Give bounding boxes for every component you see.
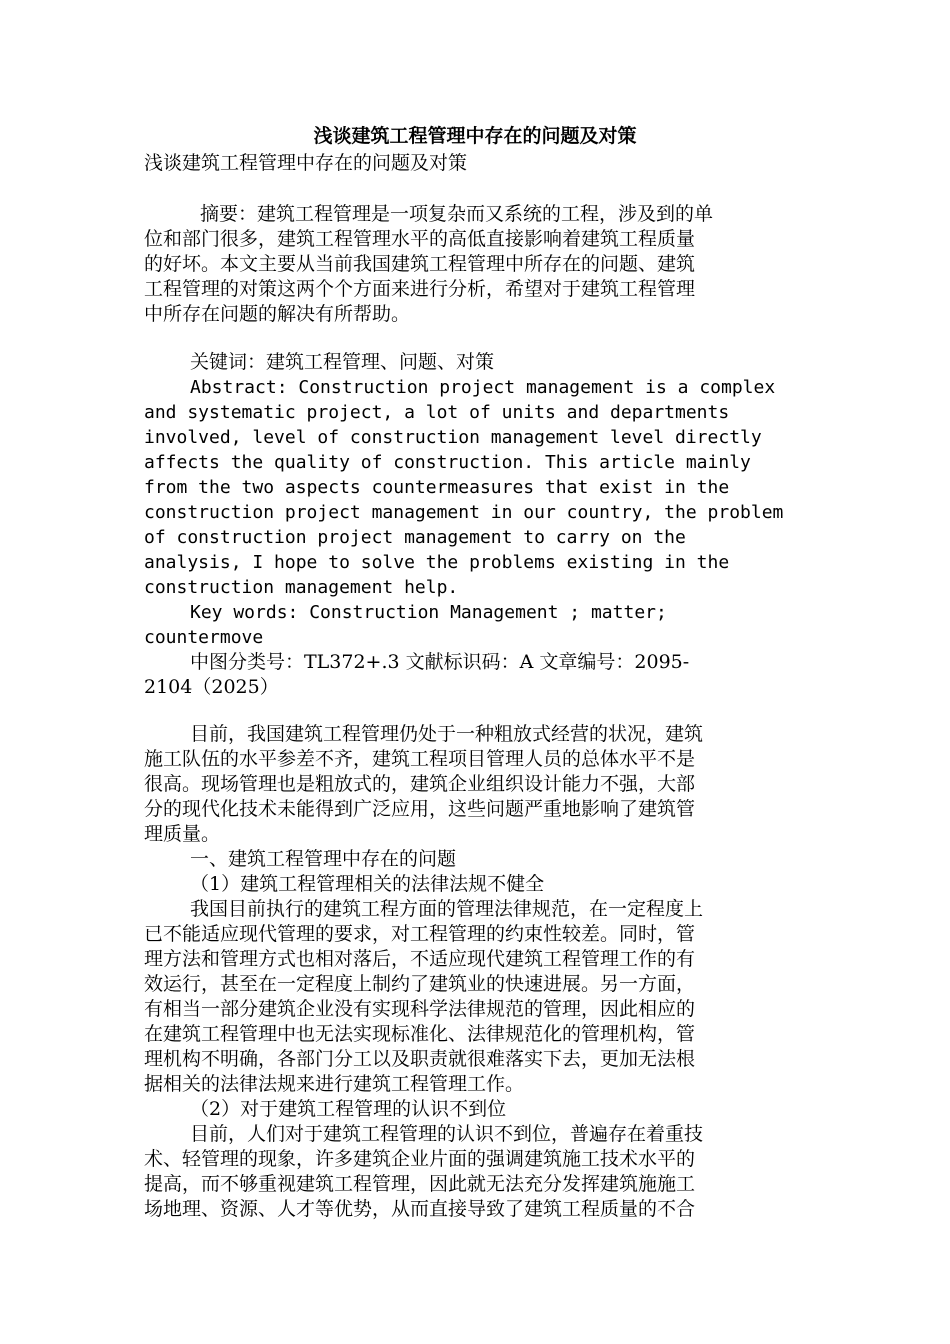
subsection-1-line: 据相关的法律法规来进行建筑工程管理工作。 — [144, 1073, 525, 1095]
abstract-en-line: of construction project management to carry on the — [144, 527, 686, 548]
abstract-en-line: analysis, I hope to solve the problems existing in the — [144, 552, 730, 573]
keywords-cn: 关键词：建筑工程管理、问题、对策 — [190, 351, 495, 373]
intro-line: 施工队伍的水平参差不齐，建筑工程项目管理人员的总体水平不是 — [144, 748, 696, 770]
abstract-cn-line: 中所存在问题的解决有所帮助。 — [144, 303, 411, 325]
subsection-1-line: 理方法和管理方式也相对落后，不适应现代建筑工程管理工作的有 — [144, 948, 696, 970]
abstract-en-line: Abstract: Construction project management is a complex — [190, 377, 776, 398]
subsection-1-line: 理机构不明确，各部门分工以及职责就很难落实下去，更加无法根 — [144, 1048, 696, 1070]
abstract-cn-line: 位和部门很多，建筑工程管理水平的高低直接影响着建筑工程质量 — [144, 228, 696, 250]
abstract-en-line: construction project management in our country, the problem — [144, 502, 784, 523]
classification-line: 2104（2025） — [144, 676, 279, 698]
keywords-en-line: Key words: Construction Management ; matter; — [190, 602, 667, 623]
section-heading: 一、建筑工程管理中存在的问题 — [190, 848, 457, 870]
subsection-1-line: 在建筑工程管理中也无法实现标准化、法律规范化的管理机构，管 — [144, 1023, 696, 1045]
subsection-2-line: 场地理、资源、人才等优势，从而直接导致了建筑工程质量的不合 — [144, 1198, 696, 1220]
abstract-en-line: affects the quality of construction. This article mainly — [144, 452, 751, 473]
intro-line: 分的现代化技术未能得到广泛应用，这些问题严重地影响了建筑管 — [144, 798, 696, 820]
abstract-en-line: construction management help. — [144, 577, 459, 598]
subsection-1-line: 效运行，甚至在一定程度上制约了建筑业的快速进展。另一方面， — [144, 973, 696, 995]
subsection-2-line: 术、轻管理的现象，许多建筑企业片面的强调建筑施工技术水平的 — [144, 1148, 696, 1170]
intro-line: 很高。现场管理也是粗放式的，建筑企业组织设计能力不强，大部 — [144, 773, 696, 795]
subsection-1-line: 有相当一部分建筑企业没有实现科学法律规范的管理，因此相应的 — [144, 998, 696, 1020]
abstract-cn-line: 工程管理的对策这两个个方面来进行分析，希望对于建筑工程管理 — [144, 278, 696, 300]
document-subtitle: 浅谈建筑工程管理中存在的问题及对策 — [144, 152, 468, 174]
abstract-cn-line: 摘要：建筑工程管理是一项复杂而又系统的工程，涉及到的单 — [200, 203, 714, 225]
classification-line: 中图分类号：TL372+.3 文献标识码：A 文章编号：2095- — [190, 651, 690, 673]
intro-line: 目前，我国建筑工程管理仍处于一种粗放式经营的状况，建筑 — [190, 723, 704, 745]
subsection-1-line: 我国目前执行的建筑工程方面的管理法律规范，在一定程度上 — [190, 898, 704, 920]
subsection-heading: （2）对于建筑工程管理的认识不到位 — [190, 1098, 507, 1120]
intro-line: 理质量。 — [144, 823, 221, 845]
abstract-cn-line: 的好坏。本文主要从当前我国建筑工程管理中所存在的问题、建筑 — [144, 253, 696, 275]
abstract-en-line: from the two aspects countermeasures that exist in the — [144, 477, 730, 498]
subsection-2-line: 提高，而不够重视建筑工程管理，因此就无法充分发挥建筑施施工 — [144, 1173, 696, 1195]
document-title: 浅谈建筑工程管理中存在的问题及对策 — [313, 125, 637, 147]
subsection-1-line: 已不能适应现代管理的要求，对工程管理的约束性较差。同时，管 — [144, 923, 696, 945]
abstract-en-line: involved, level of construction management level directly — [144, 427, 762, 448]
subsection-heading: （1）建筑工程管理相关的法律法规不健全 — [190, 873, 545, 895]
subsection-2-line: 目前，人们对于建筑工程管理的认识不到位，普遍存在着重技 — [190, 1123, 704, 1145]
keywords-en-line: countermove — [144, 627, 264, 648]
abstract-en-line: and systematic project, a lot of units and departments — [144, 402, 730, 423]
